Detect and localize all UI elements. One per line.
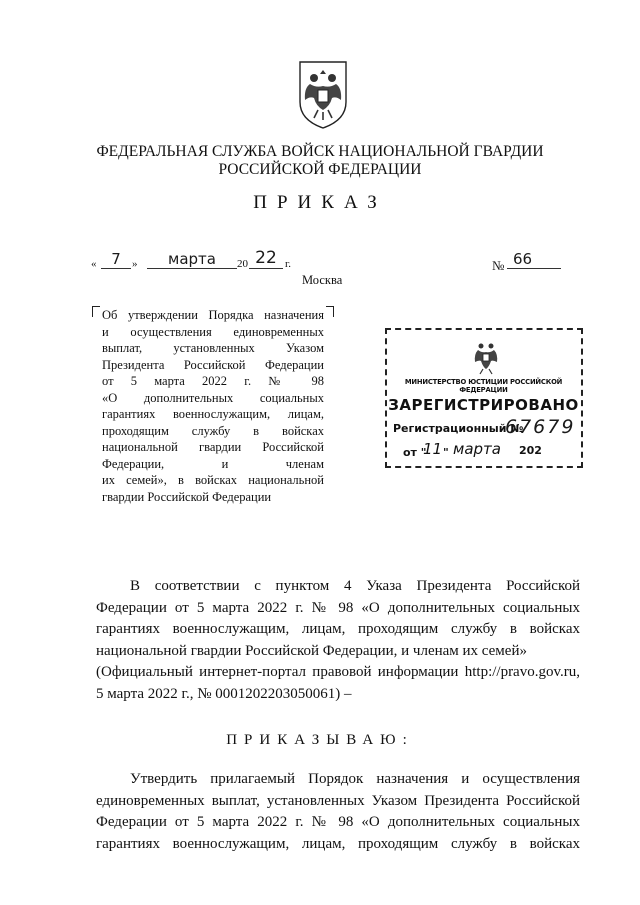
preamble-line: Федерации от 5 марта 2022 г. № 98 «О дополнительных социальных [96, 599, 580, 616]
preamble-line: В соответствии с пунктом 4 Указа Президента Российской [130, 578, 580, 594]
subject-bracket-right [326, 306, 334, 317]
subject-line: Об утверждении Порядка назначения [102, 308, 324, 322]
subject-bracket-left [92, 306, 100, 317]
preamble-line: национальной гвардии Российской Федерации, и членам их семей» [96, 642, 527, 659]
date-year-suffix: 22 [249, 248, 283, 269]
subject-line: проходящим службу в войсках [102, 423, 324, 438]
date-year-abbr: г. [285, 258, 292, 270]
subject-line: от 5 марта 2022 г. № 98 [102, 374, 324, 388]
date-open-quote: « [91, 258, 97, 270]
order-line: гарантиях военнослужащим, лицам, проходящим службу в войсках [96, 835, 580, 852]
org-name-line-1: ФЕДЕРАЛЬНАЯ СЛУЖБА ВОЙСК НАЦИОНАЛЬНОЙ ГВАРДИИ [96, 143, 544, 160]
subject-line: и осуществления единовременных [102, 324, 324, 339]
document-number: 66 [507, 250, 561, 269]
number-label: № [492, 258, 505, 273]
subject-line: «О дополнительных социальных [102, 390, 324, 405]
order-line: Федерации от 5 марта 2022 г. № 98 «О дополнительных социальных [96, 814, 580, 830]
stamp-date-quote: " [443, 446, 449, 459]
stamp-reg-number: 67679 [505, 416, 576, 438]
stamp-registered: ЗАРЕГИСТРИРОВАНО [388, 396, 579, 414]
stamp-date-year: 202 [519, 444, 542, 457]
subject-block [102, 307, 324, 505]
stamp-date-day: 11 [423, 440, 443, 458]
preamble-paragraph [96, 576, 580, 705]
stamp-ministry: МИНИСТЕРСТВО ЮСТИЦИИ РОССИЙСКОЙ ФЕДЕРАЦИИ [404, 378, 563, 394]
subject-line: гвардии Российской Федерации [102, 489, 272, 504]
registration-stamp [385, 328, 583, 468]
order-heading: ПРИКАЗЫВАЮ: [226, 732, 414, 748]
subject-line: гарантиях военнослужащим, лицам, [102, 407, 324, 421]
stamp-date-prefix: от " [403, 446, 427, 459]
stamp-emblem-icon [471, 338, 501, 376]
stamp-reg-label: Регистрационный № [393, 422, 524, 435]
date-close-quote: » [132, 258, 138, 270]
subject-line: Федерации, и членам [102, 456, 324, 471]
date-day: 7 [101, 250, 131, 269]
org-name-line-2: РОССИЙСКОЙ ФЕДЕРАЦИИ [218, 161, 422, 178]
subject-line: национальной гвардии Российской [102, 440, 324, 454]
preamble-line: гарантиях военнослужащим, лицам, проходящим службу в войсках [96, 621, 580, 637]
order-line: единовременных выплат, установленных Указом Президента Российской [96, 792, 580, 809]
date-year-prefix: 20 [237, 258, 248, 270]
subject-line: их семей», в войсках национальной [102, 473, 324, 487]
preamble-line: (Официальный интернет-портал правовой информации http://pravo.gov.ru, [96, 664, 580, 680]
preamble-line: 5 марта 2022 г., № 0001202203050061) – [96, 685, 352, 702]
order-line: Утвердить прилагаемый Порядок назначения и осуществления [130, 771, 580, 787]
stamp-date-month: марта [453, 440, 501, 458]
document-type-title: ПРИКАЗ [253, 192, 387, 213]
order-paragraph [96, 769, 580, 855]
subject-line: Президента Российской Федерации [102, 357, 324, 372]
coat-of-arms-emblem [296, 58, 350, 130]
city-name: Москва [302, 273, 343, 287]
subject-line: выплат, установленных Указом [102, 341, 324, 355]
date-month: марта [147, 250, 237, 269]
